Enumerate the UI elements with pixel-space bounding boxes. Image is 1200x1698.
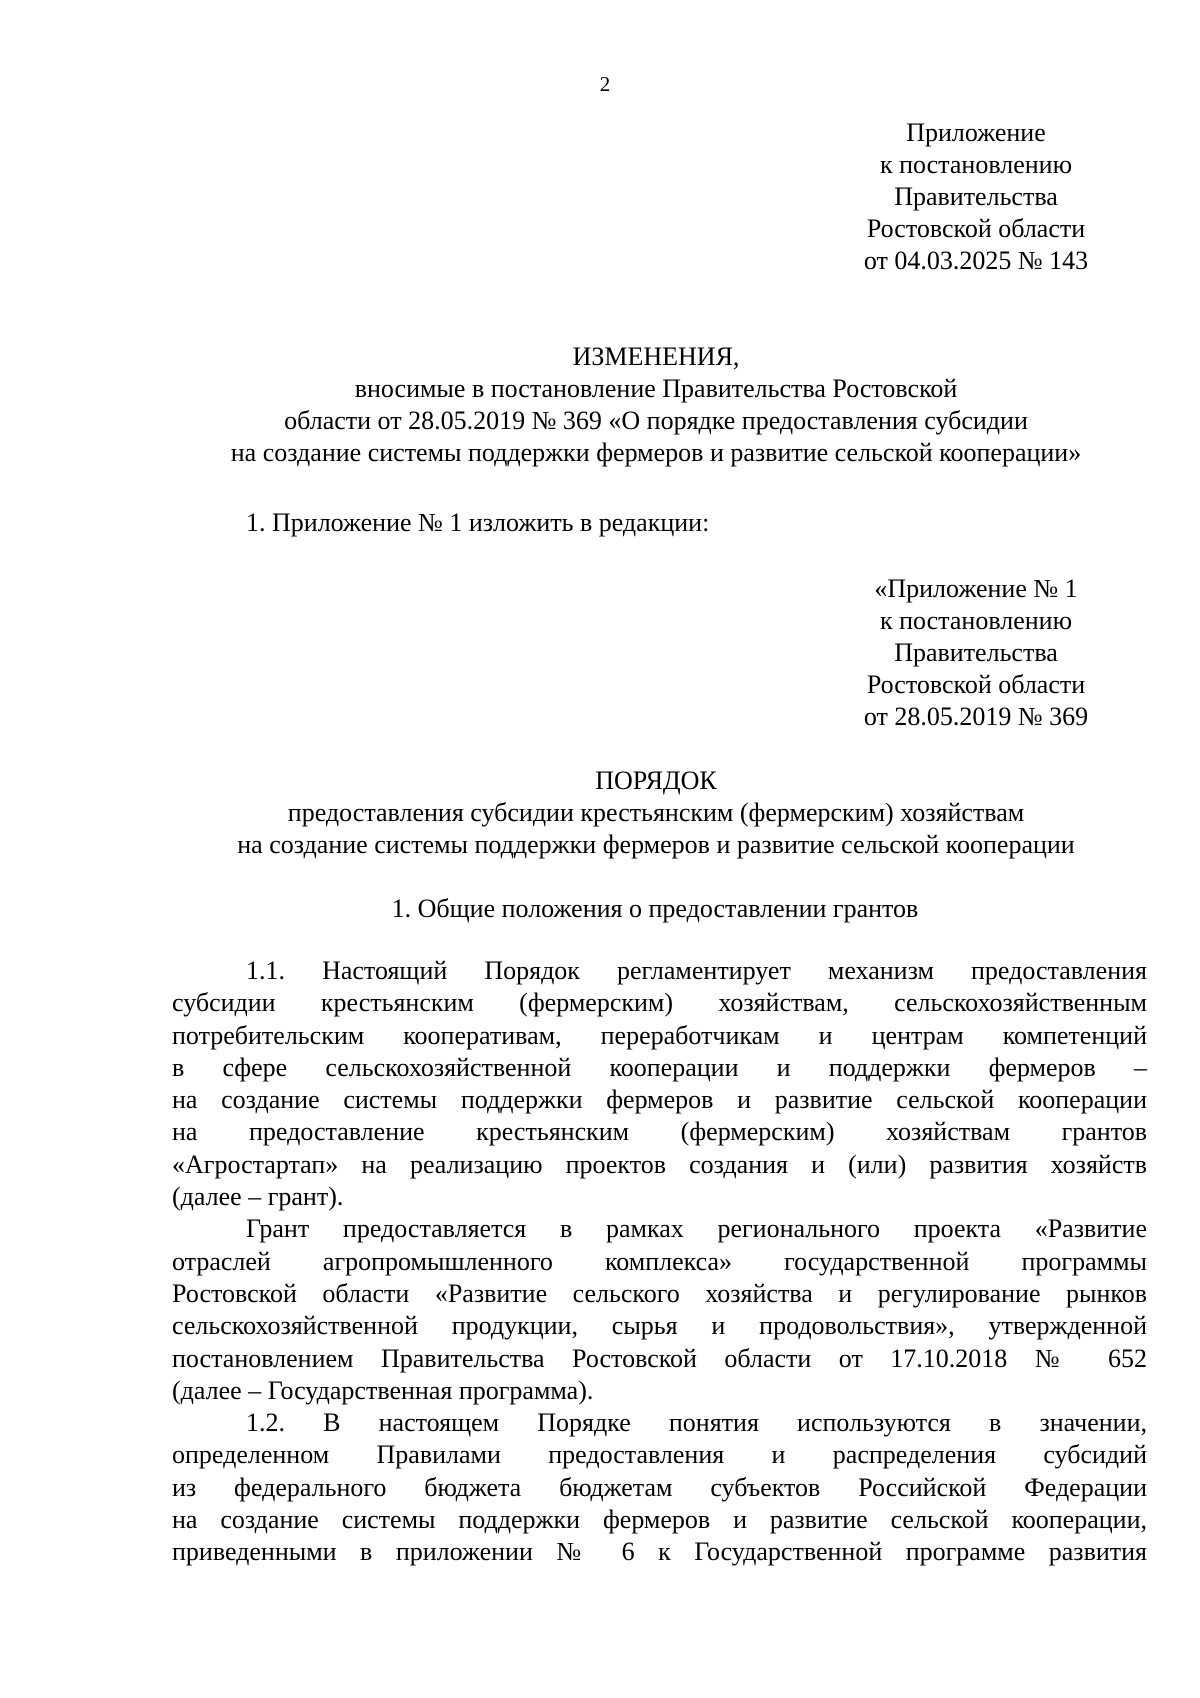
- appendix-1-header-line: от 28.05.2019 № 369: [863, 702, 1089, 731]
- paragraph-line: на создание системы поддержки фермеров и развитие сельской кооперации,: [172, 1505, 1147, 1535]
- appendix-1-header-line: «Приложение № 1: [874, 574, 1078, 603]
- paragraph-line: (далее – Государственная программа).: [172, 1375, 594, 1405]
- paragraph-line: сельскохозяйственной продукции, сырья и продовольствия», утвержденной: [172, 1311, 1147, 1341]
- section-1-title: 1. Общие положения о предоставлении грантов: [391, 894, 919, 923]
- changes-heading: [150, 341, 1162, 469]
- paragraph-line: из федерального бюджета бюджетам субъектов Российской Федерации: [172, 1472, 1147, 1502]
- paragraph-line: (далее – грант).: [172, 1182, 344, 1212]
- paragraph-line: определенном Правилами предоставления и распределения субсидий: [172, 1440, 1147, 1470]
- paragraph-line: в сфере сельскохозяйственной кооперации и поддержки фермеров –: [172, 1052, 1147, 1082]
- appendix-header-line: к постановлению: [879, 150, 1073, 179]
- appendix-1-header-line: Правительства: [894, 638, 1058, 667]
- paragraph-line: постановлением Правительства Ростовской области от 17.10.2018 № 652: [172, 1343, 1147, 1373]
- paragraph-line: 1.1. Настоящий Порядок регламентирует механизм предоставления: [246, 956, 1147, 985]
- paragraph-line: «Агростартап» на реализацию проектов создания и (или) развития хозяйств: [172, 1149, 1147, 1179]
- appendix-header: [826, 117, 1126, 277]
- changes-subtitle-line: области от 28.05.2019 № 369 «О порядке предоставления субсидии: [284, 406, 1028, 435]
- appendix-header-line: Приложение: [906, 118, 1046, 147]
- page-number: 2: [599, 72, 611, 96]
- paragraph-line: субсидии крестьянским (фермерским) хозяйствам, сельскохозяйственным: [172, 988, 1147, 1018]
- appendix-1-header: [826, 573, 1126, 733]
- paragraph-line: на предоставление крестьянским (фермерским) хозяйствам грантов: [172, 1117, 1147, 1147]
- paragraph-line: Грант предоставляется в рамках регионального проекта «Развитие: [246, 1214, 1147, 1244]
- changes-title: ИЗМЕНЕНИЯ,: [572, 342, 740, 371]
- paragraph-line: приведенными в приложении № 6 к Государственной программе развития: [172, 1537, 1147, 1567]
- appendix-1-header-line: Ростовской области: [866, 670, 1086, 699]
- order-subtitle-line: на создание системы поддержки фермеров и развитие сельской кооперации: [237, 830, 1075, 859]
- item-1: 1. Приложение № 1 изложить в редакции:: [246, 508, 710, 537]
- appendix-1-header-line: к постановлению: [879, 606, 1073, 635]
- order-title: ПОРЯДОК: [595, 766, 717, 795]
- order-heading: [150, 765, 1162, 861]
- paragraph-line: отраслей агропромышленного комплекса» государственной программы: [172, 1246, 1147, 1276]
- paragraph-line: 1.2. В настоящем Порядке понятия используются в значении,: [246, 1408, 1147, 1438]
- changes-subtitle-line: вносимые в постановление Правительства Ростовской: [354, 374, 958, 403]
- appendix-header-line: Ростовской области: [866, 214, 1086, 243]
- paragraph-line: потребительским кооперативам, переработчикам и центрам компетенций: [172, 1020, 1147, 1050]
- appendix-header-line: Правительства: [894, 182, 1058, 211]
- changes-subtitle-line: на создание системы поддержки фермеров и развитие сельской кооперации»: [230, 438, 1082, 467]
- appendix-header-line: от 04.03.2025 № 143: [863, 246, 1089, 275]
- paragraph-line: на создание системы поддержки фермеров и развитие сельской кооперации: [172, 1085, 1147, 1115]
- order-subtitle-line: предоставления субсидии крестьянским (фермерским) хозяйствам: [287, 798, 1025, 827]
- body-text: [172, 955, 1147, 1569]
- paragraph-line: Ростовской области «Развитие сельского хозяйства и регулирование рынков: [172, 1278, 1147, 1308]
